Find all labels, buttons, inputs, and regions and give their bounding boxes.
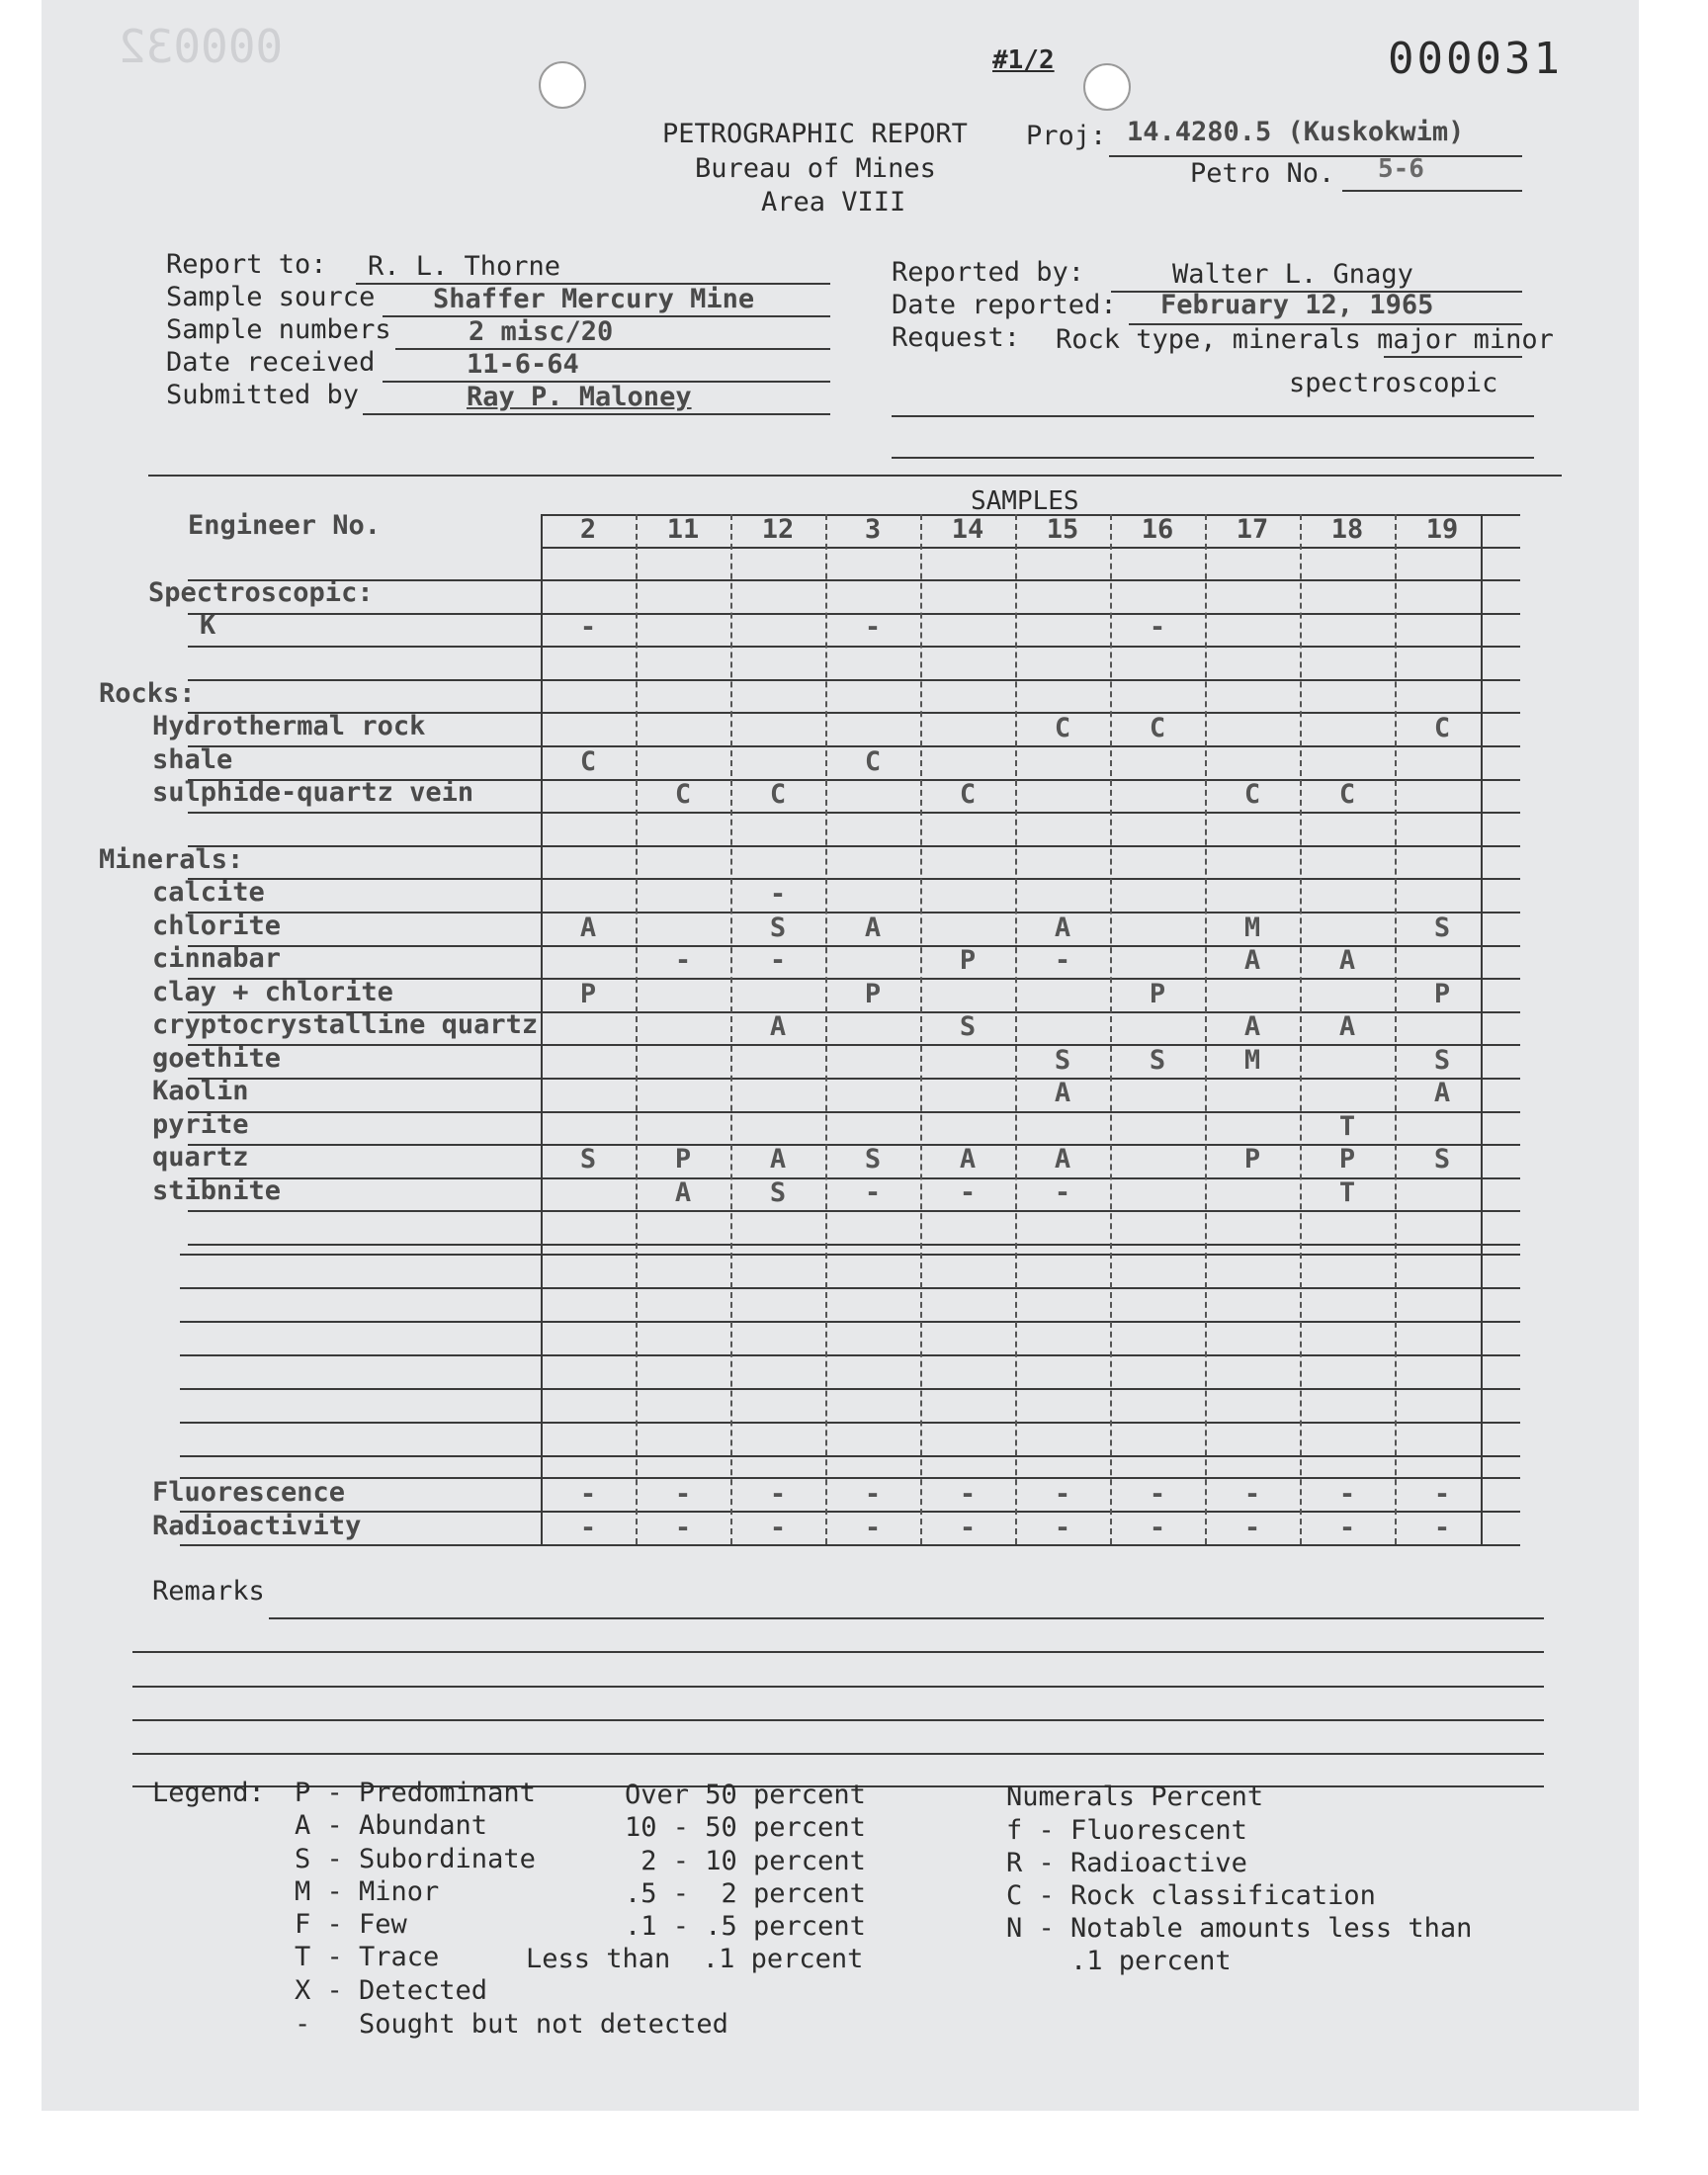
table-cell: C (959, 779, 977, 810)
table-cell: - (1054, 1176, 1071, 1208)
bleed-through-number: 000032 (119, 20, 284, 73)
legend-range: .5 - 2 percent (625, 1878, 866, 1909)
sample-column-header: 15 (1046, 514, 1079, 545)
legend-range: Less than .1 percent (526, 1944, 864, 1974)
legend-note: Numerals Percent (1006, 1782, 1264, 1812)
legend-code: X - Detected (295, 1975, 488, 2006)
table-cell: - (769, 1513, 787, 1543)
table-cell: - (1338, 1479, 1356, 1510)
table-cell: S (579, 1144, 597, 1174)
table-cell: - (864, 1176, 882, 1208)
submitted-by-value: Ray P. Maloney (467, 382, 692, 412)
table-cell: C (1433, 713, 1451, 743)
table-cell: S (1149, 1044, 1166, 1076)
sample-column-header: 14 (951, 514, 984, 545)
legend-code: T - Trace (295, 1942, 440, 1972)
legend-code: F - Few (295, 1909, 407, 1940)
legend-code: - Sought but not detected (295, 2009, 728, 2040)
report-to-value: R. L. Thorne (368, 251, 561, 282)
page-reference: #1/2 (992, 45, 1055, 75)
sample-source-label: Sample source (166, 282, 376, 312)
table-cell: - (959, 1479, 977, 1510)
table-cell: T (1338, 1176, 1356, 1208)
table-cell: P (1338, 1144, 1356, 1174)
sample-column-header: 16 (1141, 514, 1174, 545)
table-cell: - (769, 879, 787, 910)
table-row-label: Kaolin (152, 1076, 249, 1106)
table-cell: - (864, 1479, 882, 1510)
table-cell: - (1433, 1479, 1451, 1510)
table-cell: S (864, 1144, 882, 1174)
table-row-label: shale (152, 743, 233, 775)
table-row-label: chlorite (152, 910, 282, 941)
legend-range: 10 - 50 percent (625, 1812, 866, 1843)
table-cell: - (959, 1176, 977, 1208)
table-cell: S (1433, 1144, 1451, 1174)
table-cell: S (769, 912, 787, 943)
table-cell: - (1243, 1513, 1261, 1543)
reported-by-label: Reported by: (892, 257, 1085, 288)
table-cell: - (674, 1513, 692, 1543)
date-received-value: 11-6-64 (467, 349, 579, 380)
sample-column-header: 18 (1330, 514, 1364, 545)
table-cell: C (1243, 779, 1261, 810)
table-cell: A (674, 1176, 692, 1208)
request-label: Request: (892, 322, 1021, 353)
legend-note: N - Notable amounts less than (1006, 1913, 1473, 1944)
table-cell: A (1054, 1078, 1071, 1108)
table-row-label: Fluorescence (152, 1477, 346, 1508)
table-cell: - (579, 1479, 597, 1510)
petro-value: 5-6 (1378, 154, 1424, 184)
table-cell: A (864, 912, 882, 943)
table-cell: C (864, 745, 882, 777)
petro-label: Petro No. (1190, 158, 1335, 189)
table-cell: - (1149, 1513, 1166, 1543)
table-cell: A (769, 1011, 787, 1042)
request-value-line2: spectroscopic (1289, 368, 1498, 398)
engineer-no-label: Engineer No. (188, 510, 382, 541)
legend-range: Over 50 percent (625, 1780, 866, 1810)
table-cell: - (579, 612, 597, 643)
table-cell: - (1054, 1479, 1071, 1510)
table-cell: - (674, 945, 692, 976)
table-cell: - (864, 612, 882, 643)
table-row-label: Hydrothermal rock (152, 711, 426, 741)
table-row-label: calcite (152, 877, 265, 908)
table-row-label: sulphide-quartz vein (152, 777, 474, 808)
section-heading: Rocks: (99, 678, 196, 709)
sample-column-header: 17 (1236, 514, 1269, 545)
table-row-label: quartz (152, 1142, 249, 1173)
document-number: 000031 (1388, 34, 1563, 84)
table-cell: - (1054, 1513, 1071, 1543)
table-row-label: cryptocrystalline quartz (152, 1009, 539, 1040)
table-cell: M (1243, 912, 1261, 943)
sample-column-header: 3 (864, 514, 882, 545)
table-cell: P (1149, 978, 1166, 1009)
table-cell: - (769, 1479, 787, 1510)
submitted-by-label: Submitted by (166, 380, 360, 410)
section-heading: Spectroscopic: (148, 577, 374, 608)
sample-numbers-value: 2 misc/20 (469, 316, 614, 347)
table-cell: - (1054, 945, 1071, 976)
table-cell: A (1338, 1011, 1356, 1042)
table-cell: A (1338, 945, 1356, 976)
table-cell: A (959, 1144, 977, 1174)
reported-by-value: Walter L. Gnagy (1172, 259, 1413, 290)
samples-label: SAMPLES (971, 486, 1079, 516)
table-row-label: K (200, 610, 216, 641)
legend-code: A - Abundant (295, 1810, 488, 1841)
table-cell: P (579, 978, 597, 1009)
table-row-label: pyrite (152, 1108, 249, 1140)
table-cell: S (959, 1011, 977, 1042)
date-reported-label: Date reported: (892, 290, 1117, 320)
table-cell: A (1054, 912, 1071, 943)
remarks-label: Remarks (152, 1576, 265, 1607)
table-cell: - (959, 1513, 977, 1543)
table-cell: P (959, 945, 977, 976)
legend-code: M - Minor (295, 1876, 440, 1907)
table-row-label: Radioactivity (152, 1511, 362, 1541)
table-cell: A (1243, 1011, 1261, 1042)
table-cell: - (1243, 1479, 1261, 1510)
legend-range: .1 - .5 percent (625, 1911, 866, 1942)
table-cell: - (1149, 612, 1166, 643)
section-heading: Minerals: (99, 844, 244, 875)
table-cell: S (1433, 912, 1451, 943)
table-cell: M (1243, 1044, 1261, 1076)
samples-table (42, 0, 1639, 1582)
legend-code: P - Predominant (295, 1778, 536, 1808)
legend-label: Legend: (152, 1778, 265, 1808)
report-sheet (42, 0, 1639, 2111)
table-cell: - (769, 945, 787, 976)
table-cell: A (1433, 1078, 1451, 1108)
table-row-label: cinnabar (152, 943, 282, 974)
proj-value: 14.4280.5 (Kuskokwim) (1127, 117, 1465, 147)
request-value: Rock type, minerals major minor (1056, 324, 1554, 355)
legend-note: .1 percent (1006, 1946, 1232, 1976)
legend-code: S - Subordinate (295, 1844, 536, 1874)
table-cell: P (674, 1144, 692, 1174)
sample-numbers-label: Sample numbers (166, 314, 391, 345)
table-row-label: stibnite (152, 1174, 282, 1206)
table-cell: P (864, 978, 882, 1009)
date-reported-value: February 12, 1965 (1160, 290, 1434, 320)
table-cell: - (1149, 1479, 1166, 1510)
table-cell: S (1054, 1044, 1071, 1076)
legend-note: R - Radioactive (1006, 1848, 1247, 1878)
table-cell: C (674, 779, 692, 810)
table-cell: P (1433, 978, 1451, 1009)
table-cell: C (769, 779, 787, 810)
proj-label: Proj: (1026, 121, 1107, 151)
table-cell: A (769, 1144, 787, 1174)
table-cell: - (1338, 1513, 1356, 1543)
table-cell: C (579, 745, 597, 777)
table-cell: C (1338, 779, 1356, 810)
table-cell: - (864, 1513, 882, 1543)
table-cell: C (1149, 713, 1166, 743)
table-cell: C (1054, 713, 1071, 743)
table-cell: A (579, 912, 597, 943)
sample-column-header: 11 (666, 514, 700, 545)
table-cell: P (1243, 1144, 1261, 1174)
sample-column-header: 19 (1425, 514, 1459, 545)
report-title: PETROGRAPHIC REPORT (662, 119, 968, 149)
legend-note: f - Fluorescent (1006, 1815, 1247, 1846)
report-to-label: Report to: (166, 249, 327, 280)
table-cell: - (1433, 1513, 1451, 1543)
table-row-label: clay + chlorite (152, 976, 393, 1007)
legend-range: 2 - 10 percent (625, 1846, 866, 1876)
table-cell: T (1338, 1110, 1356, 1142)
sample-column-header: 12 (761, 514, 795, 545)
sample-column-header: 2 (579, 514, 597, 545)
table-cell: A (1054, 1144, 1071, 1174)
sample-source-value: Shaffer Mercury Mine (433, 284, 755, 314)
table-cell: S (1433, 1044, 1451, 1076)
date-received-label: Date received (166, 347, 376, 378)
legend-note: C - Rock classification (1006, 1880, 1376, 1911)
table-cell: A (1243, 945, 1261, 976)
table-cell: - (674, 1479, 692, 1510)
table-cell: - (579, 1513, 597, 1543)
table-cell: S (769, 1176, 787, 1208)
area-label: Area VIII (761, 187, 906, 218)
bureau-name: Bureau of Mines (695, 153, 936, 184)
table-row-label: goethite (152, 1042, 282, 1074)
